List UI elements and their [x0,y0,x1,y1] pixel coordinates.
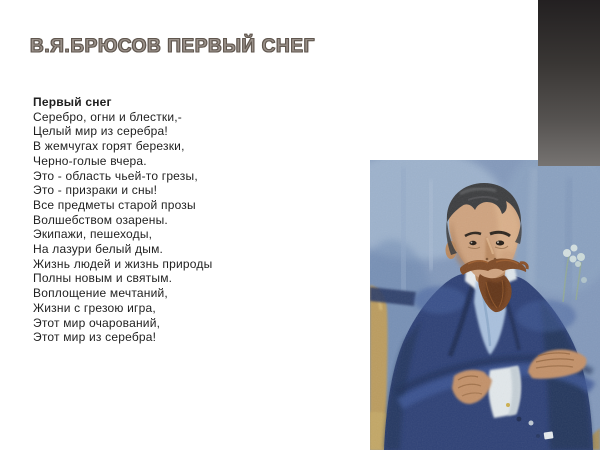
poem-line: Все предметы старой прозы [33,197,196,212]
slide-title: В.Я.БРЮСОВ ПЕРВЫЙ СНЕГ [30,36,315,57]
poem-line: Этот мир очарований, [33,315,161,330]
poem-heading: Первый снег [33,95,112,109]
poem-line: Жизнь людей и жизнь природы [33,256,213,271]
poem-line: Жизни с грезою игра, [33,300,156,315]
poem-line: Серебро, огни и блестки,- [33,109,182,124]
poem-line: Этот мир из серебра! [33,330,157,345]
poem-line: Полны новым и святым. [33,271,173,286]
poem-line: Это - призраки и сны! [33,183,158,198]
poem-block [33,95,333,345]
bryusov-portrait-painting [370,160,600,450]
poem-line: Целый мир из серебра! [33,124,168,139]
poem-line: Экипажи, пешеходы, [33,227,153,242]
bryusov-portrait [370,160,600,450]
right-gradient-bar [538,0,600,166]
poem-line: Волшебством озарены. [33,212,168,227]
poem-line: Черно-голые вчера. [33,153,147,168]
poem-line: Воплощение мечтаний, [33,286,168,301]
poem-line: В жемчугах горят березки, [33,139,185,154]
canvas-texture [370,160,600,450]
poem-line: На лазури белый дым. [33,242,164,257]
poem-line: Это - область чьей-то грезы, [33,168,198,183]
